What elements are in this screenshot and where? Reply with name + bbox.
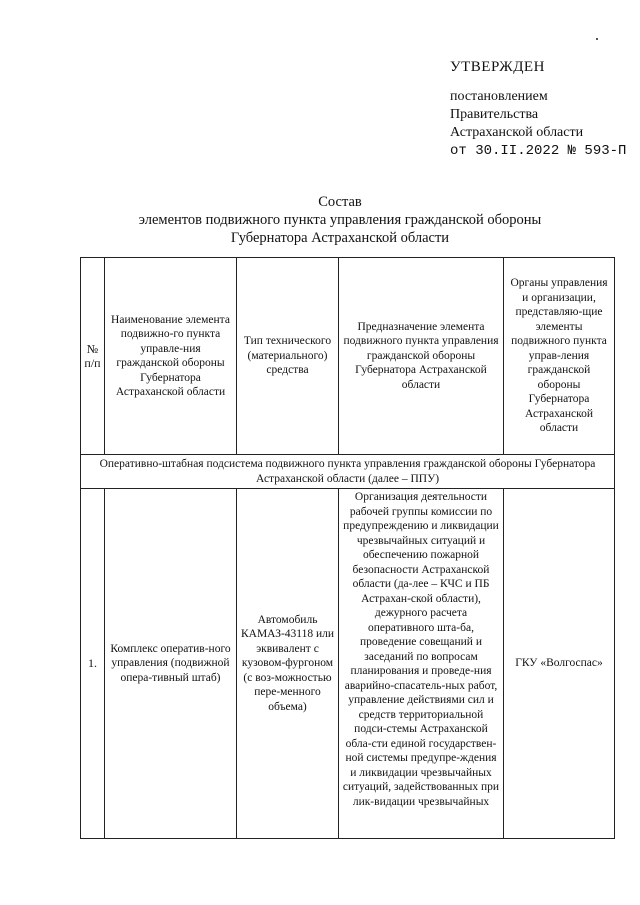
approval-line-3: Астраханской области: [450, 125, 584, 140]
section-title: Оперативно-штабная подсистема подвижного пункта управления гражданской обороны Губернатора Астраханской области (далее – ППУ): [81, 455, 615, 489]
approval-line-1: постановлением: [450, 89, 548, 104]
row-num: 1.: [81, 489, 105, 839]
scan-speck: [596, 38, 598, 40]
approval-date-line: от 30.II.2022 № 593-П: [450, 143, 627, 159]
header-orgs: Органы управления и организации, представляю-щие элементы подвижного пункта управ-ления гражданской обороны Губернатора Астраханской области: [504, 258, 615, 455]
row-type: Автомобиль КАМАЗ-43118 или эквивалент с кузовом-фургоном (с воз-можностью пере-менного объема): [237, 489, 339, 839]
approval-heading: УТВЕРЖДЕН: [450, 59, 545, 75]
row-orgs: ГКУ «Волгоспас»: [504, 489, 615, 839]
approval-line-2: Правительства: [450, 107, 539, 122]
section-row: [81, 455, 615, 489]
header-name: Наименование элемента подвижно-го пункта управле-ния гражданской обороны Губернатора Астраханской области: [105, 258, 237, 455]
document-title: [90, 193, 590, 247]
header-type: Тип технического (материального) средства: [237, 258, 339, 455]
row-purpose: Организация деятельности рабочей группы комиссии по предупреждению и ликвидации чрезвычайных ситуаций и обеспечению пожарной безопасности Астраханской области (да-лее – КЧС и ПБ Астрахан-ской области), дежурного расчета оперативного шта-ба, проведение совещаний и заседаний по вопросам планирования и проведе-ния аварийно-спасатель-ных работ, управление действиями сил и средств территориальной подси-стемы Астраханской обла-сти единой государствен-ной системы предупре-ждения и ликвидации чрезвычайных ситуаций, задействованных при лик-видации чрезвычайных: [339, 489, 504, 839]
approval-block: [450, 58, 635, 160]
table-header-row: [81, 258, 615, 455]
header-purpose: Предназначение элемента подвижного пункта управления гражданской обороны Губернатора Астраханской области: [339, 258, 504, 455]
row-name: Комплекс оператив-ного управления (подвижной опера-тивный штаб): [105, 489, 237, 839]
composition-table: [80, 257, 615, 839]
header-num: № п/п: [81, 258, 105, 455]
title-line-2: элементов подвижного пункта управления гражданской обороны: [138, 212, 542, 228]
table-row: [81, 489, 615, 839]
title-line-1: Состав: [318, 194, 362, 210]
title-line-3: Губернатора Астраханской области: [230, 230, 450, 246]
